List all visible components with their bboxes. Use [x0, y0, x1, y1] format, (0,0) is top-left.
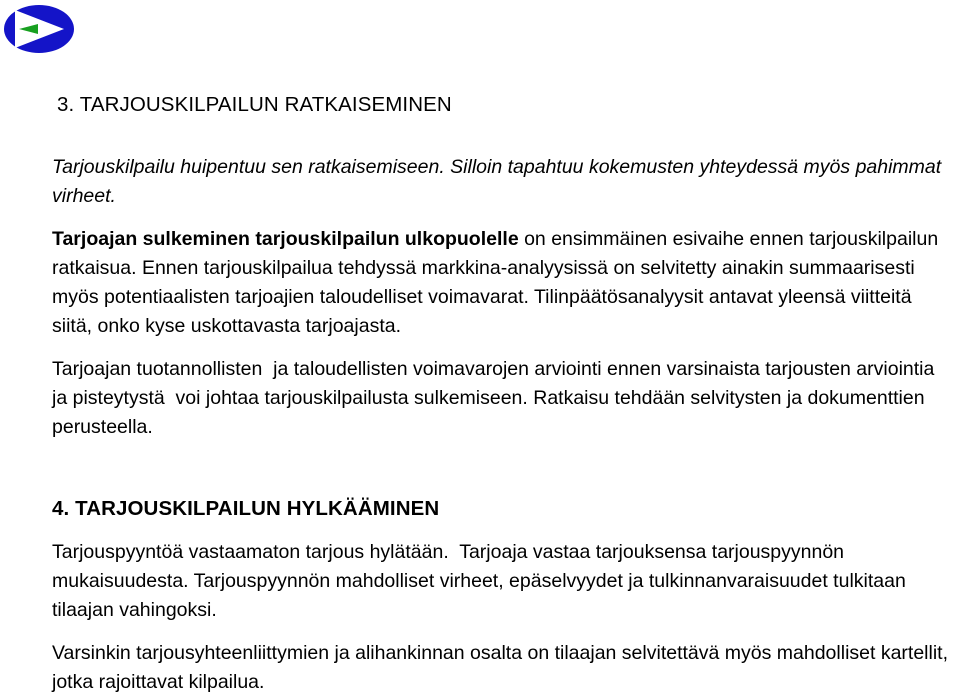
section-3-paragraph-2-emphasis: Tarjoajan sulkeminen tarjouskilpailun ulkopuolelle [52, 228, 519, 250]
section-3-intro: Tarjouskilpailu huipentuu sen ratkaisemiseen. Silloin tapahtuu kokemusten yhteydessä myös pahimmat virheet. [52, 156, 942, 207]
section-4-paragraph-1: Tarjouspyyntöä vastaamaton tarjous hylätään. Tarjoaja vastaa tarjouksensa tarjouspyynnön mukaisuudesta. Tarjouspyynnön mahdolliset virheet, epäselvyydet ja tulkinnanvaraisuudet tulkitaan tilaajan vahingoksi. [52, 541, 912, 621]
section-3-paragraph-3: Tarjoajan tuotannollisten ja taloudellisten voimavarojen arviointi ennen varsinaista tarjousten arviointia ja pisteytystä voi johtaa tarjouskilpailusta sulkemiseen. Ratkaisu tehdään selvitysten ja dokumenttien perusteella. [52, 358, 940, 438]
section-4-paragraph-2: Varsinkin tarjousyhteenliittymien ja alihankinnan osalta on tilaajan selvitettävä myös mahdolliset kartellit, jotka rajoittavat kilpailua. [52, 642, 949, 693]
section-3-paragraph-2 [52, 225, 952, 341]
section-3-paragraph-2-body: on ensimmäinen esivaihe ennen tarjouskilpailun ratkaisua. Ennen tarjouskilpailua tehdyssä markkina-analyysissä on selvitetty ainakin summaarisesti myös potentiaalisten tarjoajien taloudelliset voimavarat. Tilinpäätösanalyysit antavat yleensä viitteitä siitä, onko kyse uskottavasta tarjoajasta. [52, 228, 939, 337]
section-4-heading: 4. TARJOUSKILPAILUN HYLKÄÄMINEN [52, 497, 440, 520]
section-3-heading: 3. TARJOUSKILPAILUN RATKAISEMINEN [57, 93, 452, 116]
logo-icon [2, 2, 74, 54]
